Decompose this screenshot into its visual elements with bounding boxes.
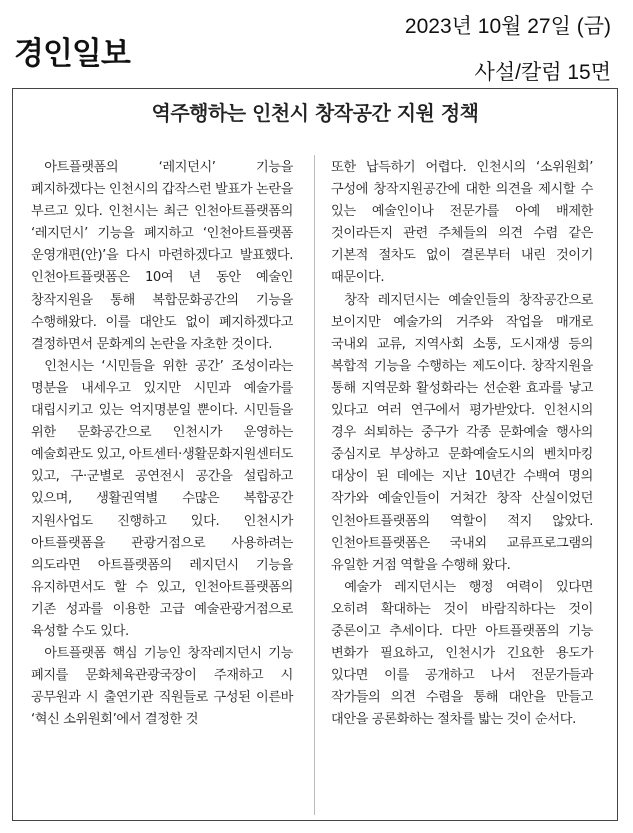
- publication-date: 2023년 10월 27일 (금): [404, 15, 611, 38]
- article-column-left: [31, 157, 293, 731]
- article-frame: [12, 88, 618, 821]
- paragraph-continued: 또한 납득하기 어렵다. 인천시의 ‘소위원회’ 구성에 창작지원공간에 대한 의견을 제시할 수 있는 예술인이나 전문가를 아예 배제한 것이라든지 관련 주체들의 의견 수렴 같은 기본적 절차도 없이 결론부터 내린 것이기 때문이다.: [331, 160, 593, 286]
- article-headline: 역주행하는 인천시 창작공간 지원 정책: [151, 101, 479, 125]
- paragraph: 예술가 레지던시는 행정 여력이 있다면 오히려 확대하는 것이 바람직하다는 것이 중론이고 추세이다. 다만 아트플랫폼의 기능 변화가 필요하고, 인천시가 긴요한 용도가 있다면 이를 공개하고 나서 전문가들과 작가들의 의견 수렴을 통해 대안을 만들고 대안을 공론화하는 절차를 밟는 것이 순서다.: [331, 579, 593, 728]
- column-divider: [314, 155, 315, 815]
- paragraph: 아트플랫폼의 ‘레지던시’ 기능을 폐지하겠다는 인천시의 갑작스런 발표가 논란을 부르고 있다. 인천시는 최근 인천아트플랫폼의 ‘레지던시’ 기능을 폐지하고 ‘인천아트플랫폼 운영개편(안)’을 다시 마련하겠다고 발표했다. 인천아트플랫폼은 10여 년 동안 예술인 창작지원을 통해 복합문화공간의 기능을 수행해왔다. 이를 대안도 없이 폐지하겠다고 결정하면서 문화계의 논란을 자초한 것이다.: [31, 160, 293, 352]
- paragraph: 아트플랫폼 핵심 기능인 창작레지던시 기능 폐지를 문화체육관광국장이 주재하고 시 공무원과 시 출연기관 직원들로 구성된 이른바 ‘혁신 소위원회’에서 결정한 것: [31, 646, 293, 728]
- newspaper-logo: 경인일보: [14, 36, 130, 72]
- paragraph: 창작 레지던시는 예술인들의 창작공간으로 보이지만 예술가의 거주와 작업을 매개로 국내외 교류, 지역사회 소통, 도시재생 등의 복합적 기능을 수행하는 제도이다. 창작지원을 통해 지역문화 활성화라는 선순환 효과를 낳고 있다고 여러 연구에서 평가받았다. 인천시의 경우 쇠퇴하는 중구가 각종 문화예술 행사의 중심지로 부상하고 문화예술도시의 벤치마킹 대상이 된 데에는 지난 10년간 수백여 명의 작가와 예술인들이 거쳐간 창작 산실이었던 인천아트플랫폼의 역할이 적지 않았다. 인천아트플랫폼은 국내외 교류프로그램의 유일한 거점 역할을 수행해 왔다.: [331, 292, 593, 573]
- article-column-right: [331, 157, 593, 731]
- paragraph: 인천시는 ‘시민들을 위한 공간’ 조성이라는 명분을 내세우고 있지만 시민과 예술가를 대립시키고 있는 억지명분일 뿐이다. 시민들을 위한 문화공간으로 인천시가 운영하는 예술회관도 있고, 아트센터·생활문화지원센터도 있고, 구·군별로 공연전시 공간을 설립하고 있으며, 생활권역별 수많은 복합공간 지원사업도 진행하고 있다. 인천시가 아트플랫폼을 관광거점으로 사용하려는 의도라면 아트플랫폼의 레지던시 기능을 유지하면서도 할 수 있고, 인천아트플랫폼의 기존 성과를 이용한 고급 예술관광거점으로 육성할 수도 있다.: [31, 358, 293, 639]
- section-page-label: 사설/칼럼 15면: [474, 61, 611, 84]
